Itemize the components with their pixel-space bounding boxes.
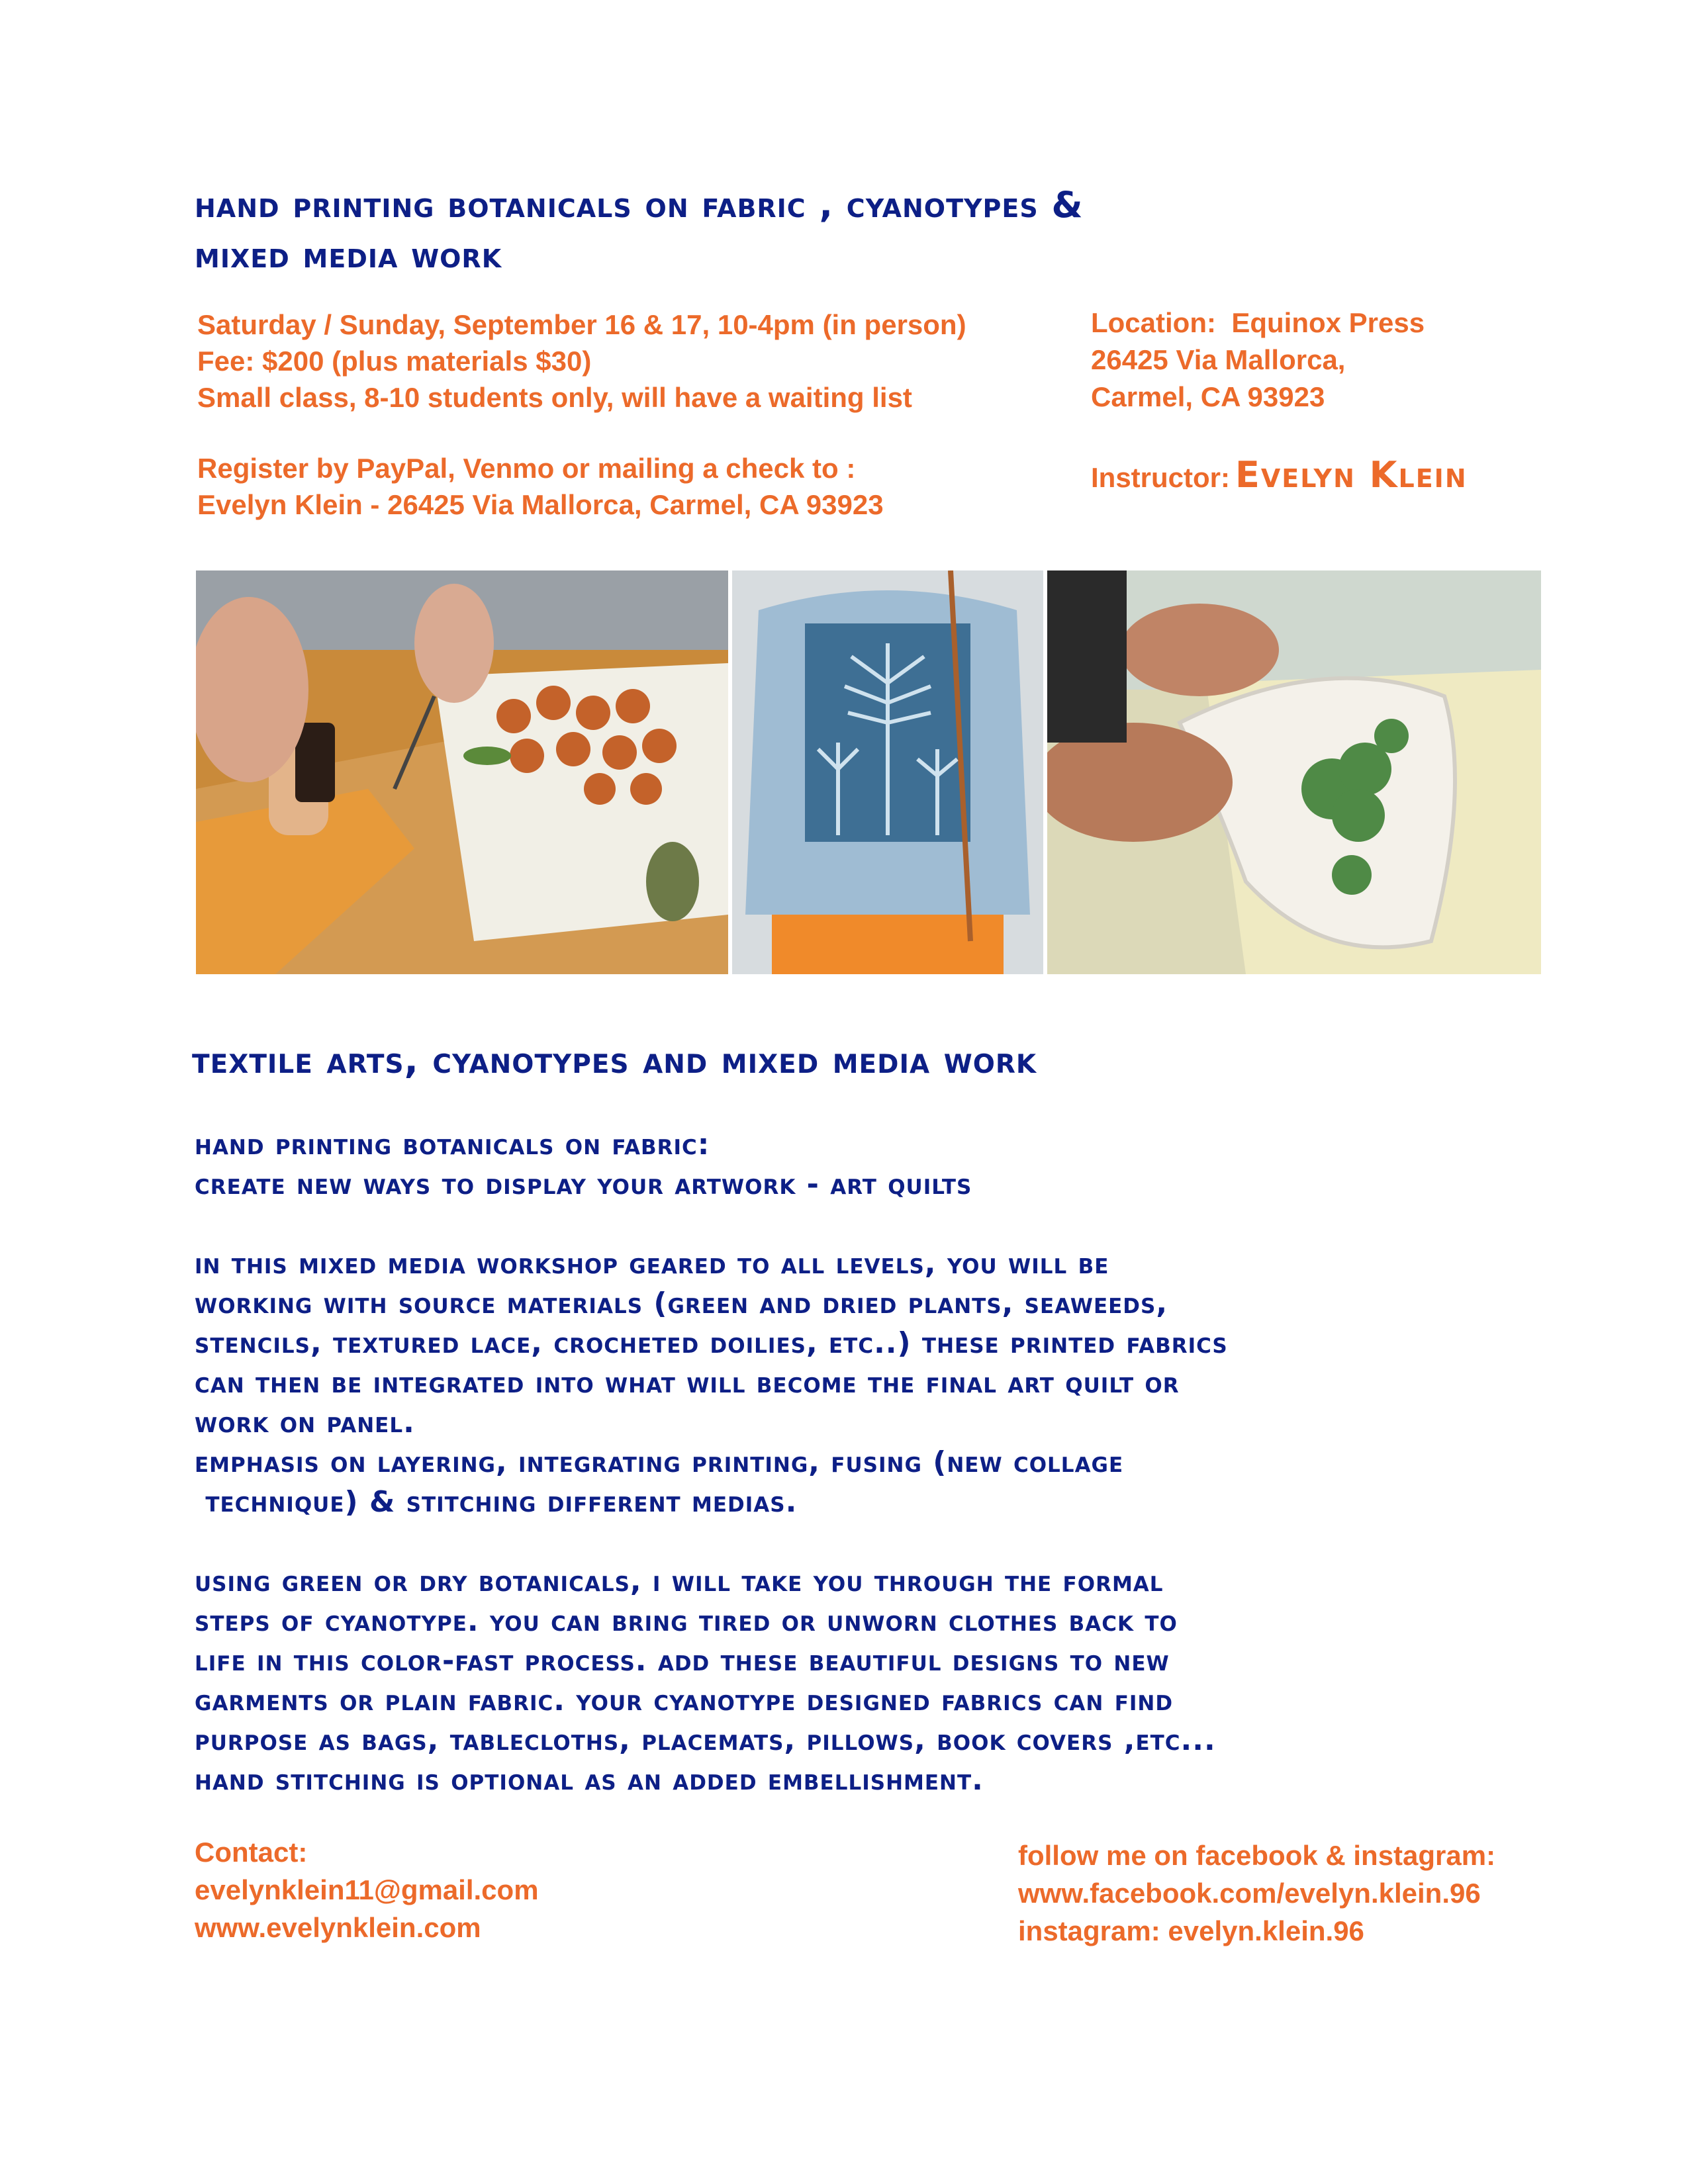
photo-printing-leaves bbox=[196, 570, 728, 974]
instructor-label: Instructor: bbox=[1091, 462, 1230, 493]
register-line-2: Evelyn Klein - 26425 Via Mallorca, Carmel, CA 93923 bbox=[197, 489, 884, 520]
para1-line-5: work on panel. bbox=[195, 1406, 415, 1439]
photo-leaf-print-doily bbox=[1047, 570, 1541, 974]
registration-info bbox=[197, 450, 1058, 523]
location-block bbox=[1091, 304, 1620, 416]
location-label: Location: bbox=[1091, 307, 1216, 338]
event-fee: Fee: $200 (plus materials $30) bbox=[197, 345, 592, 377]
social-label: follow me on facebook & instagram: bbox=[1018, 1840, 1496, 1871]
para1-line-2: working with source materials (green and dried plants, seaweeds, bbox=[195, 1287, 1168, 1320]
instructor-block bbox=[1091, 454, 1468, 496]
location-city: Carmel, CA 93923 bbox=[1091, 381, 1325, 412]
para1-line-1: in this mixed media workshop geared to all levels, you will be bbox=[195, 1247, 1109, 1281]
para1-line-6: emphasis on layering, integrating printing, fusing (new collage bbox=[195, 1445, 1124, 1479]
para2-line-2: steps of cyanotype. you can bring tired or unworn clothes back to bbox=[195, 1604, 1178, 1638]
contact-website[interactable]: www.evelynklein.com bbox=[195, 1912, 481, 1943]
para1-line-4: can then be integrated into what will become the final art quilt or bbox=[195, 1366, 1180, 1400]
description-body bbox=[195, 1125, 1571, 1840]
section-heading: textile arts, cyanotypes and mixed media work bbox=[192, 1039, 1037, 1082]
page-title bbox=[195, 180, 1519, 281]
title-line-1: hand printing botanicals on fabric , cyanotypes & bbox=[195, 184, 1084, 226]
para2-line-6: hand stitching is optional as an added embellishment. bbox=[195, 1763, 984, 1797]
instructor-name: Evelyn Klein bbox=[1235, 454, 1468, 496]
register-line-1: Register by PayPal, Venmo or mailing a check to : bbox=[197, 453, 856, 484]
para2-line-1: using green or dry botanicals, i will take you through the formal bbox=[195, 1565, 1164, 1598]
para2-line-4: garments or plain fabric. your cyanotype designed fabrics can find bbox=[195, 1684, 1174, 1717]
contact-email[interactable]: evelynklein11@gmail.com bbox=[195, 1874, 539, 1905]
contact-block bbox=[195, 1833, 790, 1946]
para2-line-5: purpose as bags, tablecloths, placemats, pillows, book covers ,etc... bbox=[195, 1723, 1216, 1757]
event-class-size: Small class, 8-10 students only, will have a waiting list bbox=[197, 382, 912, 413]
contact-label: Contact: bbox=[195, 1837, 308, 1868]
social-instagram[interactable]: instagram: evelyn.klein.96 bbox=[1018, 1915, 1364, 1946]
para1-line-7: technique) & stitching different medias. bbox=[195, 1485, 798, 1519]
social-block bbox=[1018, 1837, 1614, 1950]
social-facebook[interactable]: www.facebook.com/evelyn.klein.96 bbox=[1018, 1878, 1481, 1909]
para1-line-3: stencils, textured lace, crocheted doilies, etc..) these printed fabrics bbox=[195, 1326, 1228, 1360]
event-dates: Saturday / Sunday, September 16 & 17, 10-4pm (in person) bbox=[197, 309, 966, 340]
event-details bbox=[197, 306, 1058, 416]
location-street: 26425 Via Mallorca, bbox=[1091, 344, 1346, 375]
subheading-1: hand printing botanicals on fabric: bbox=[195, 1128, 710, 1161]
para2-line-3: life in this color-fast process. add these beautiful designs to new bbox=[195, 1644, 1170, 1678]
subheading-2: create new ways to display your artwork - art quilts bbox=[195, 1167, 972, 1201]
photo-cyanotype-jacket bbox=[732, 570, 1043, 974]
title-line-2: mixed media work bbox=[195, 234, 502, 276]
location-venue: Equinox Press bbox=[1231, 307, 1425, 338]
